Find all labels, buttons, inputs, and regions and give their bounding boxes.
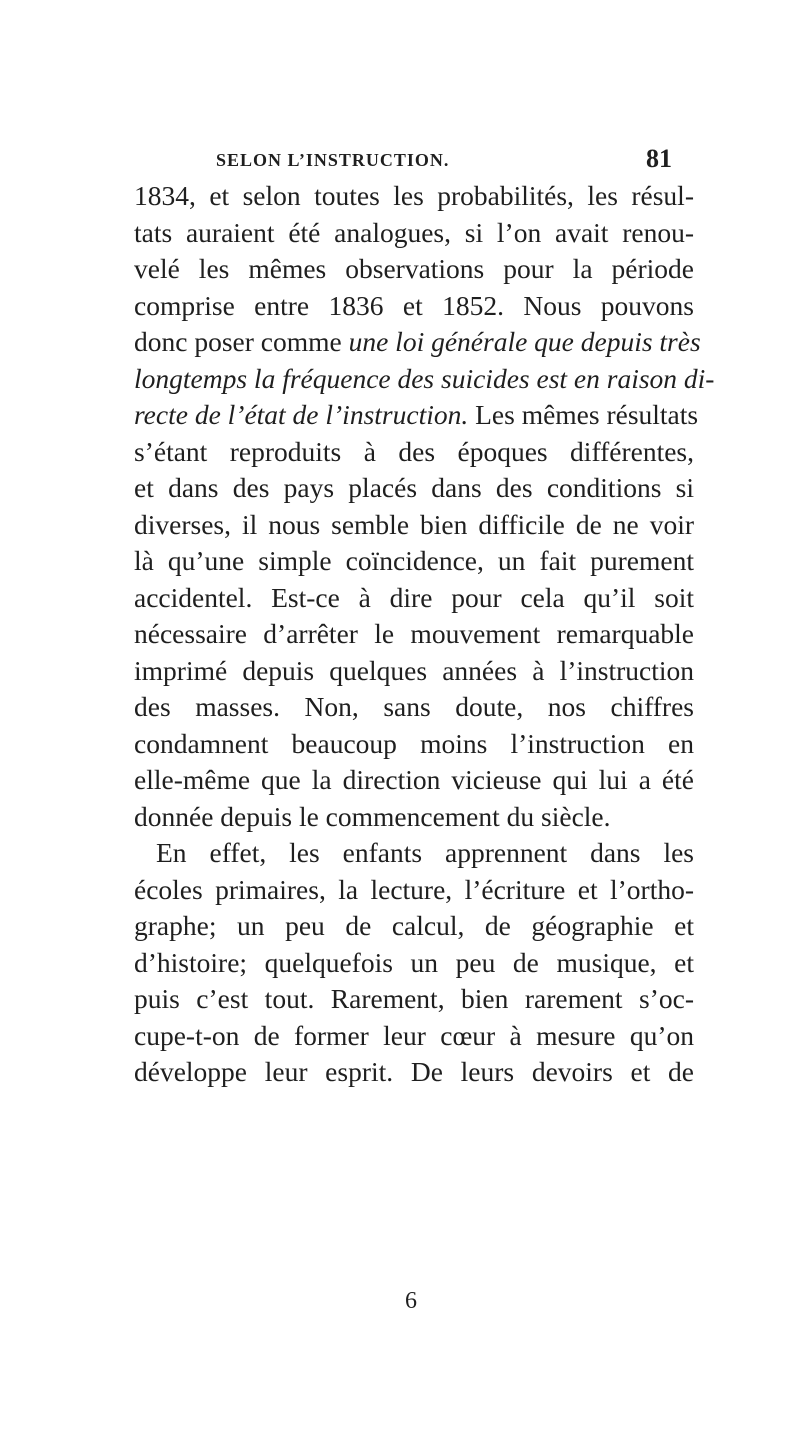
text-line: comprise entre 1836 et 1852. Nous pouvons: [134, 289, 694, 321]
running-title: SELON L’INSTRUCTION.: [216, 150, 450, 170]
text-line: développe leur esprit. De leurs devoirs et de: [134, 1056, 694, 1087]
signature-mark: 6: [405, 1288, 417, 1314]
italic-run: longtemps la fréquence des suicides est en raison di-: [134, 362, 715, 394]
text-line: velé les mêmes observations pour la période: [134, 253, 694, 284]
text-line: écoles primaires, la lecture, l’écriture et l’ortho-: [134, 873, 694, 905]
body-text: [134, 178, 715, 1091]
text-line: condamnent beaucoup moins l’instruction en: [134, 727, 694, 759]
text-line: nécessaire d’arrêter le mouvement remarquable: [134, 618, 694, 649]
text-line: puis c’est tout. Rarement, bien rarement s’oc-: [134, 983, 694, 1014]
text-run: Les mêmes résultats: [468, 399, 699, 430]
text-line: cupe-t-on de former leur cœur à mesure qu’on: [134, 1019, 694, 1051]
text-line: accidentel. Est-ce à dire pour cela qu’il soit: [134, 581, 694, 613]
text-line: [134, 397, 699, 434]
text-line: s’étant reproduits à des époques différentes,: [134, 435, 694, 467]
text-line: là qu’une simple coïncidence, un fait purement: [134, 545, 694, 576]
text-line: 1834, et selon toutes les probabilités, les résul-: [134, 180, 694, 211]
running-head: [216, 146, 676, 176]
text-line: graphe; un peu de calcul, de géographie et: [134, 910, 694, 941]
text-line: elle-même que la direction vicieuse qui lui a été: [134, 764, 694, 795]
italic-run: recte de l’état de l’instruction.: [134, 399, 469, 430]
text-run: donc poser comme: [134, 326, 349, 357]
text-line: tats auraient été analogues, si l’on avait renou-: [134, 216, 694, 248]
page-number: 81: [646, 144, 672, 173]
text-line: imprimé depuis quelques années à l’instruction: [134, 654, 694, 686]
text-line: En effet, les enfants apprennent dans les: [156, 837, 694, 868]
text-line: des masses. Non, sans doute, nos chiffres: [134, 691, 694, 722]
text-line: [134, 324, 701, 361]
text-line: diverses, il nous semble bien difficile de ne voir: [134, 508, 694, 540]
italic-run: une loi générale que depuis très: [348, 326, 701, 357]
text-line: [134, 361, 715, 398]
text-line: et dans des pays placés dans des conditions si: [134, 472, 694, 503]
text-line: d’histoire; quelquefois un peu de musique, et: [134, 946, 694, 978]
text-line: donnée depuis le commencement du siècle.: [134, 800, 611, 832]
